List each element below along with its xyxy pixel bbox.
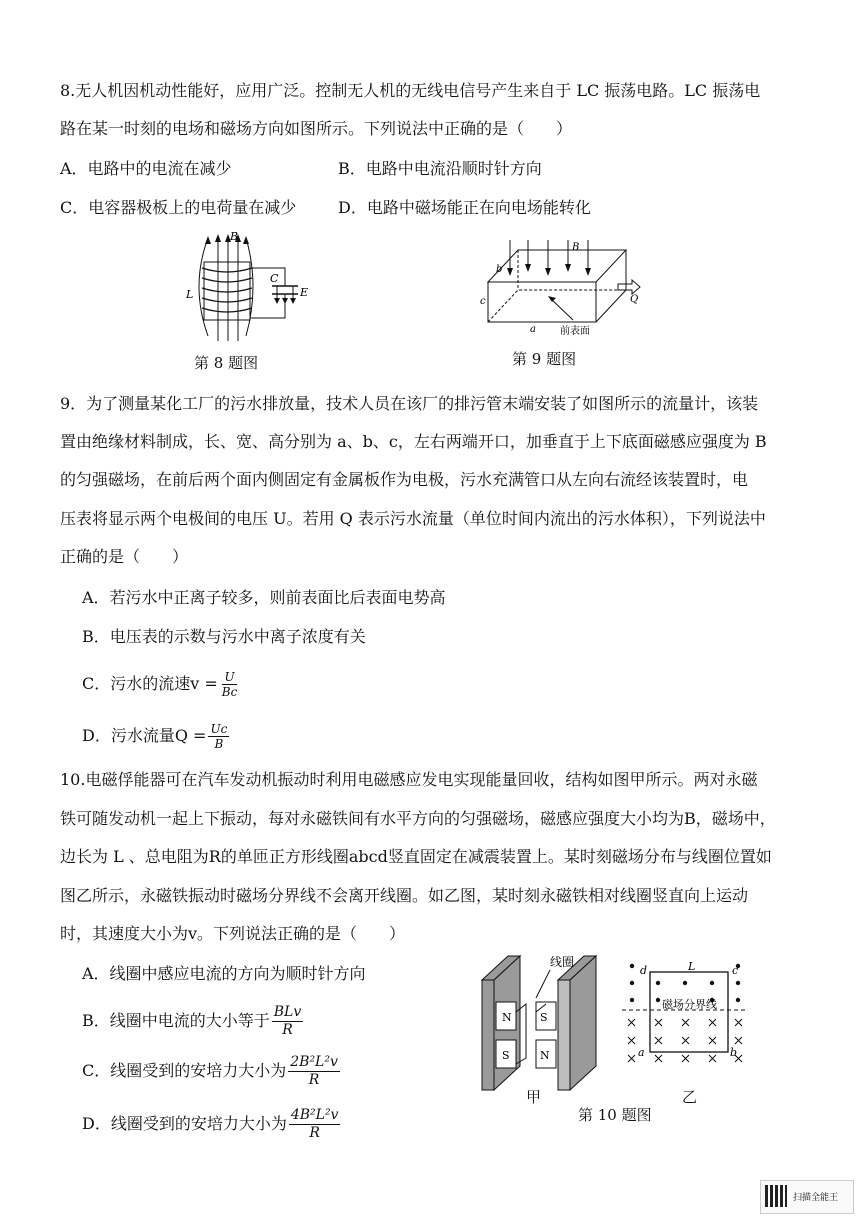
q10-option-c-numerator: 2B²L²v [290,1054,338,1070]
q10-option-b-fraction [272,1004,304,1039]
q9-label-b-side: b [496,264,503,275]
q10-label-b: b [730,1046,738,1059]
q10-option-b-denominator: R [282,1022,293,1038]
q9-option-c-fraction [220,670,240,699]
q9-option-c-denominator: Bc [221,685,238,699]
q9-option-d-text: D．污水流量Q = [82,726,207,745]
q10-option-b-text: B．线圈中电流的大小等于 [82,1011,270,1030]
q9-option-d-numerator: Uc [210,722,228,736]
q10-stem-line1: 10.电磁俘能器可在汽车发动机振动时利用电磁感应发电实现能量回收，结构如图甲所示。两对永磁 [60,770,758,789]
q8-figure-caption: 第 8 题图 [194,354,259,372]
q9-label-b-field: B [572,242,580,253]
q10-option-d [82,1107,340,1142]
scanner-watermark-logo [760,1180,854,1214]
q10-figure-caption: 第 10 题图 [578,1106,652,1124]
q9-label-a: a [530,324,536,335]
q10-label-coil: 线圈 [550,955,575,969]
q9-stem-line3: 的匀强磁场，在前后两个面内侧固定有金属板作为电极，污水充满管口从左向右流经该装置时，电 [60,470,749,489]
q9-stem-line1: 9．为了测量某化工厂的污水排放量，技术人员在该厂的排污管末端安装了如图所示的流量计，该装 [60,394,759,413]
q9-option-a: A．若污水中正离子较多，则前表面比后表面电势高 [82,588,446,607]
q9-label-front-surface: 前表面 [560,326,590,337]
q8-label-c: C [270,272,279,285]
q8-stem-line1: 8.无人机因机动性能好，应用广泛。控制无人机的无线电信号产生来自于 LC 振荡电路。LC 振荡电 [60,81,761,100]
q10-stem-line3: 边长为 L 、总电阻为R的单匝正方形线圈abcd竖直固定在减震装置上。某时刻磁场分布与线圈位置如 [60,847,772,866]
q9-figure-flowmeter [478,232,648,347]
q9-option-d-denominator: B [214,737,224,751]
q10-option-d-fraction [289,1107,341,1142]
q10-stem-line5: 时，其速度大小为v。下列说法正确的是（ ） [60,924,406,943]
q10-figure-label-jia: 甲 [526,1088,542,1106]
q10-label-l: L [688,960,696,973]
q8-option-a: A．电路中的电流在减少 [60,159,232,178]
q10-stem-line4: 图乙所示，永磁铁振动时磁场分界线不会离开线圈。如乙图，某时刻永磁铁相对线圈竖直向上运动 [60,886,749,905]
q10-option-b-numerator: BLv [273,1004,302,1020]
q10-option-c [82,1054,340,1089]
q10-label-s-bottom-left: S [502,1049,510,1062]
q9-figure-caption: 第 9 题图 [512,350,577,368]
q10-stem-line2: 铁可随发动机一起上下振动，每对永磁铁间有水平方向的匀强磁场，磁感应强度大小均为B，磁场中， [60,809,776,828]
q10-label-field-boundary: 磁场分界线 [662,998,717,1011]
qr-code-icon [765,1185,787,1207]
q10-option-b [82,1004,303,1039]
q8-label-e: E [300,286,309,299]
q8-option-c: C．电容器极板上的电荷量在减少 [60,198,297,217]
q9-label-c: c [480,296,486,307]
q8-option-b: B．电路中电流沿顺时针方向 [338,159,542,178]
q10-figure-label-yi: 乙 [682,1088,698,1106]
q10-label-d: d [640,964,648,977]
q9-stem-line2: 置由绝缘材料制成，长、宽、高分别为 a、b、c，左右两端开口，加垂直于上下底面磁感应强度为 B [60,432,767,451]
q10-label-n-bottom-right: N [540,1049,550,1062]
q9-stem-line5: 正确的是（ ） [60,547,189,566]
q10-option-c-denominator: R [308,1072,320,1088]
q8-option-d: D．电路中磁场能正在向电场能转化 [338,198,591,217]
q10-option-c-fraction [288,1054,340,1089]
q10-label-s-top-right: S [540,1011,548,1024]
q9-option-c-text: C．污水的流速v = [82,674,218,693]
q10-label-n-top-left: N [502,1011,512,1024]
q9-option-c [82,670,239,699]
q10-figure-yi-field [622,958,752,1076]
q8-stem-line2: 路在某一时刻的电场和磁场方向如图所示。下列说法中正确的是（ ） [60,119,573,138]
q9-option-d [82,722,229,751]
q10-option-d-denominator: R [309,1125,320,1141]
q8-figure-lc-circuit [180,226,320,346]
q10-label-a: a [638,1046,645,1059]
q9-option-b: B．电压表的示数与污水中离子浓度有关 [82,627,366,646]
q10-option-a: A．线圈中感应电流的方向为顺时针方向 [82,964,366,983]
scanner-logo-text: 扫描全能王 [793,1193,839,1203]
q9-option-c-numerator: U [224,670,235,684]
q9-stem-line4: 压表将显示两个电极间的电压 U。若用 Q 表示污水流量（单位时间内流出的污水体积），下列说法中 [60,509,766,528]
q8-label-l: L [186,288,194,301]
q10-option-d-text: D．线圈受到的安培力大小为 [82,1114,287,1133]
q10-option-d-numerator: 4B²L²v [290,1107,339,1123]
q10-option-c-text: C．线圈受到的安培力大小为 [82,1061,287,1080]
q9-option-d-fraction [208,722,229,751]
q10-label-c: c [732,964,739,977]
q10-figure-jia-magnets [478,950,613,1100]
q9-label-q: Q [630,294,639,305]
q8-label-b: B [230,230,239,243]
